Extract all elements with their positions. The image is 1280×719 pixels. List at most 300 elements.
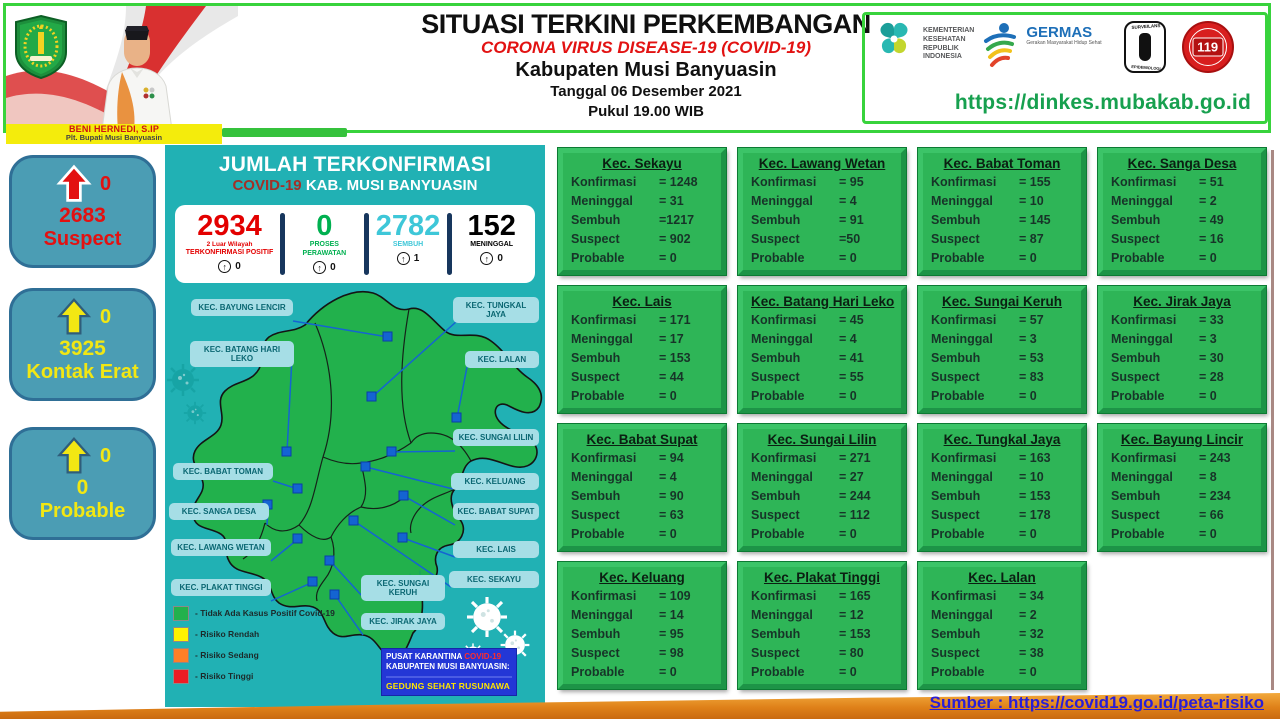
stat-label: Meninggal [1111, 470, 1173, 484]
district-stat-row [1111, 468, 1253, 487]
header-titles [346, 10, 946, 122]
map-label: KEC. KELUANG [451, 473, 539, 490]
district-stat-row [751, 192, 893, 211]
map-label: KEC. SUNGAI KERUH [361, 575, 445, 601]
district-card [738, 562, 906, 689]
virus-icon [406, 571, 435, 600]
district-stat-row [931, 192, 1073, 211]
map-label: KEC. BAYUNG LENCIR [191, 299, 293, 316]
district-stat-row [1111, 192, 1253, 211]
stat-value: = 0 [1019, 527, 1037, 541]
map-label: KEC. PLAKAT TINGGI [171, 579, 271, 596]
stat-label: Suspect [751, 646, 800, 660]
district-stat-row [571, 625, 713, 644]
map-label: KEC. BABAT SUPAT [453, 503, 539, 520]
stat-label: Probable [751, 251, 805, 265]
district-stat-row [751, 368, 893, 387]
stat-label: Sembuh [1111, 489, 1161, 503]
official-name-ribbon [6, 124, 222, 144]
district-stat-row [571, 192, 713, 211]
stat-label: Meninggal [1111, 332, 1173, 346]
source-link[interactable]: Sumber : https://covid19.go.id/peta-risiko [929, 693, 1264, 712]
district-stat-row [751, 625, 893, 644]
stat-value: = 0 [1019, 665, 1037, 679]
district-card-title: Kec. Babat Supat [586, 432, 698, 447]
stat-value: =50 [839, 232, 861, 246]
district-stat-row [931, 349, 1073, 368]
stat-label: Suspect [751, 232, 800, 246]
district-stat-row [751, 249, 893, 268]
district-card-rows [751, 449, 893, 544]
stat-label: Suspect [1111, 508, 1160, 522]
district-card-title: Kec. Sungai Keruh [941, 294, 1063, 309]
district-stat-row [571, 525, 713, 544]
district-stat-row [751, 606, 893, 625]
district-stat-row [931, 625, 1073, 644]
stat-label: Probable [571, 527, 625, 541]
stat-label: Suspect [571, 508, 620, 522]
stat-label: Probable [1111, 389, 1165, 403]
page-subtitle: CORONA VIRUS DISEASE-19 (COVID-19) [481, 38, 811, 58]
stat-label: Konfirmasi [571, 313, 637, 327]
stat-label: Suspect [931, 646, 980, 660]
kemenkes-icon [873, 21, 915, 67]
district-card [918, 286, 1086, 413]
circle-up-arrow-icon: ↑ [397, 252, 410, 265]
stat-value: = 41 [839, 351, 864, 365]
stat-label: Suspect [571, 646, 620, 660]
district-stat-row [751, 311, 893, 330]
report-date: Tanggal 06 Desember 2021 [550, 82, 742, 100]
stat-label: Konfirmasi [751, 175, 817, 189]
stat-value: = 57 [1019, 313, 1044, 327]
up-arrow-yellow-icon [54, 436, 94, 476]
stat-value: = 0 [839, 389, 857, 403]
stat-value: = 90 [659, 489, 684, 503]
district-card-title: Kec. Bayung Lincir [1120, 432, 1244, 447]
district-stat-row [1111, 249, 1253, 268]
map-label: KEC. LAWANG WETAN [171, 539, 271, 556]
stat-value: = 0 [659, 665, 677, 679]
right-edge-rule [1271, 150, 1274, 690]
map-label: KEC. SEKAYU [449, 571, 539, 588]
district-card [1098, 424, 1266, 551]
circle-up-arrow-icon: ↑ [480, 252, 493, 265]
stat-label: Probable [571, 389, 625, 403]
stat-value: = 87 [1019, 232, 1044, 246]
district-stat-row [1111, 349, 1253, 368]
district-card [1098, 286, 1266, 413]
district-stat-row [571, 387, 713, 406]
stat-value: = 0 [839, 527, 857, 541]
suspect-value: 2683 [59, 204, 106, 227]
stat-label: Probable [1111, 527, 1165, 541]
circle-up-arrow-icon: ↑ [313, 261, 326, 274]
quarantine-facility: GEDUNG SEHAT RUSUNAWA [386, 676, 512, 691]
stat-label: Konfirmasi [931, 313, 997, 327]
district-stat-row [751, 587, 893, 606]
quarantine-info-box: PUSAT KARANTINA COVID-19 KABUPATEN MUSI BANYUASIN: GEDUNG SEHAT RUSUNAWA [381, 648, 517, 696]
stat-value: = 0 [839, 251, 857, 265]
legend-swatch [173, 627, 189, 642]
stat-divider [447, 213, 452, 275]
stat-value: = 17 [659, 332, 684, 346]
stat-value: = 171 [659, 313, 691, 327]
virus-icon [167, 364, 199, 396]
district-stat-row [931, 368, 1073, 387]
district-card-rows [1111, 173, 1253, 268]
district-stat-row [571, 606, 713, 625]
district-card [738, 424, 906, 551]
map-label: KEC. BATANG HARI LEKO [190, 341, 294, 367]
stat-label: Suspect [751, 508, 800, 522]
stat-value: = 12 [839, 608, 864, 622]
stat-value: = 83 [1019, 370, 1044, 384]
stat-label: Meninggal [931, 194, 993, 208]
district-stat-row [571, 487, 713, 506]
virus-icon [467, 597, 507, 637]
stat-label: Suspect [1111, 232, 1160, 246]
district-card [558, 424, 726, 551]
stat-value: = 0 [659, 251, 677, 265]
legend-swatch [173, 606, 189, 621]
district-card [738, 148, 906, 275]
stat-value: = 178 [1019, 508, 1051, 522]
stat-label: Sembuh [751, 213, 801, 227]
district-card-title: Kec. Lawang Wetan [758, 156, 886, 171]
stat-value: = 45 [839, 313, 864, 327]
dinkes-website-link[interactable]: https://dinkes.mubakab.go.id [954, 91, 1251, 114]
logo-box [862, 12, 1268, 124]
stat-value: = 63 [659, 508, 684, 522]
kontak-erat-label: Kontak Erat [26, 361, 139, 384]
stat-value: = 51 [1199, 175, 1224, 189]
stat-terkonfirmasi: 2934 2 Luar Wilayah TERKONFIRMASI POSITIF ↑ 0 [185, 210, 274, 272]
stat-label: Probable [931, 665, 985, 679]
stat-value: = 2 [1199, 194, 1217, 208]
district-card [918, 562, 1086, 689]
stat-label: Suspect [1111, 370, 1160, 384]
district-card [1098, 148, 1266, 275]
map-landmass [193, 292, 542, 658]
stat-label: Suspect [751, 370, 800, 384]
district-card-rows [931, 311, 1073, 406]
stat-value: = 10 [1019, 194, 1044, 208]
district-stat-row [931, 506, 1073, 525]
district-card-rows [931, 449, 1073, 544]
header-banner [3, 3, 1271, 143]
stat-label: Konfirmasi [571, 589, 637, 603]
stat-value: = 153 [1019, 489, 1051, 503]
stat-value: = 0 [659, 389, 677, 403]
stat-label: Probable [571, 251, 625, 265]
stat-label: Konfirmasi [1111, 451, 1177, 465]
stat-value: = 4 [659, 470, 677, 484]
district-stat-row [931, 587, 1073, 606]
legend-item [173, 626, 335, 642]
district-card [918, 424, 1086, 551]
panel-title-covid: COVID-19 [232, 177, 302, 195]
confirmed-cases-panel [165, 145, 545, 707]
stat-label: Sembuh [751, 489, 801, 503]
district-card [558, 286, 726, 413]
district-stat-row [1111, 211, 1253, 230]
district-card-rows [571, 449, 713, 544]
district-card-rows [751, 587, 893, 682]
district-stat-row [751, 468, 893, 487]
legend-label: - Risiko Tinggi [195, 671, 254, 681]
panel-title-region: KAB. MUSI BANYUASIN [305, 177, 478, 195]
district-stat-row [931, 606, 1073, 625]
stat-value: = 94 [659, 451, 684, 465]
map-label: KEC. BABAT TOMAN [173, 463, 273, 480]
stat-label: Sembuh [931, 627, 981, 641]
district-card-rows [571, 587, 713, 682]
germas-icon [982, 21, 1018, 69]
official-photo [6, 6, 238, 130]
stat-label: Sembuh [1111, 213, 1161, 227]
district-stat-row [1111, 173, 1253, 192]
district-stat-row [931, 487, 1073, 506]
district-card-rows [931, 587, 1073, 682]
stat-value: = 243 [1199, 451, 1231, 465]
legend-label: - Tidak Ada Kasus Positif Covid-19 [195, 608, 335, 618]
stat-label: Meninggal [751, 470, 813, 484]
stat-label: Meninggal [571, 194, 633, 208]
stat-value: = 163 [1019, 451, 1051, 465]
legend-item [173, 605, 335, 621]
stat-value: = 10 [1019, 470, 1044, 484]
stat-value: = 145 [1019, 213, 1051, 227]
district-stat-row [751, 230, 893, 249]
stat-label: Probable [751, 665, 805, 679]
stat-value: = 234 [1199, 489, 1231, 503]
official-name: BENI HERNEDI, S.IP [68, 124, 160, 134]
stat-value: = 4 [839, 332, 857, 346]
stat-divider [364, 213, 369, 275]
suspect-label: Suspect [43, 228, 122, 251]
stat-label: Meninggal [571, 608, 633, 622]
stat-label: Probable [571, 665, 625, 679]
district-stat-row [571, 506, 713, 525]
stat-label: Meninggal [931, 332, 993, 346]
logo-row [873, 21, 1261, 79]
stat-label: Meninggal [571, 470, 633, 484]
district-card-rows [1111, 311, 1253, 406]
district-card-rows [571, 311, 713, 406]
stat-value: = 0 [1199, 389, 1217, 403]
district-stat-row [1111, 330, 1253, 349]
stat-label: Meninggal [571, 332, 633, 346]
stat-perawatan: 0 PROSES PERAWATAN ↑ 0 [302, 210, 347, 273]
district-stat-row [1111, 387, 1253, 406]
stat-value: = 155 [1019, 175, 1051, 189]
map-label: KEC. SANGA DESA [169, 503, 269, 520]
district-stat-row [751, 663, 893, 682]
stat-label: Probable [751, 527, 805, 541]
stat-label: Konfirmasi [751, 451, 817, 465]
district-stat-row [571, 349, 713, 368]
germas-text: GERMAS Gerakan Masyarakat Hidup Sehat [1026, 24, 1102, 46]
district-stat-row [751, 449, 893, 468]
stat-label: Sembuh [571, 627, 621, 641]
stat-value: = 165 [839, 589, 871, 603]
stat-label: Meninggal [931, 608, 993, 622]
map-label: KEC. JIRAK JAYA [361, 613, 445, 630]
stat-value: = 153 [839, 627, 871, 641]
stat-label: Meninggal [751, 194, 813, 208]
district-stat-row [751, 330, 893, 349]
stat-label: Konfirmasi [751, 589, 817, 603]
stat-value: = 91 [839, 213, 864, 227]
stat-value: =1217 [659, 213, 695, 227]
stat-label: Konfirmasi [931, 589, 997, 603]
stat-label: Konfirmasi [571, 175, 637, 189]
page-title: SITUASI TERKINI PERKEMBANGAN [421, 9, 871, 39]
stat-label: Konfirmasi [931, 451, 997, 465]
summary-stats-card [175, 205, 535, 283]
stat-value: = 30 [1199, 351, 1224, 365]
stat-value: = 44 [659, 370, 684, 384]
district-card [558, 562, 726, 689]
legend-label: - Risiko Sedang [195, 650, 259, 660]
district-stat-row [751, 211, 893, 230]
stat-label: Konfirmasi [751, 313, 817, 327]
stat-value: = 80 [839, 646, 864, 660]
kontak-erat-delta: 0 [99, 305, 112, 328]
region-name: Kabupaten Musi Banyuasin [515, 58, 777, 81]
report-time: Pukul 19.00 WIB [588, 103, 704, 121]
district-stat-row [1111, 449, 1253, 468]
district-stat-row [931, 330, 1073, 349]
stat-label: Sembuh [931, 213, 981, 227]
stat-label: Sembuh [751, 351, 801, 365]
stat-value: = 244 [839, 489, 871, 503]
district-card-title: Kec. Batang Hari Leko [751, 294, 895, 309]
district-stat-row [571, 468, 713, 487]
regency-crest [16, 16, 66, 78]
circle-up-arrow-icon: ↑ [218, 260, 231, 273]
district-card [738, 286, 906, 413]
district-stat-row [1111, 230, 1253, 249]
stat-label: Suspect [931, 232, 980, 246]
stat-label: Suspect [931, 370, 980, 384]
district-stat-row [931, 663, 1073, 682]
district-card-title: Kec. Sungai Lilin [767, 432, 877, 447]
stat-value: = 27 [839, 470, 864, 484]
district-card-title: Kec. Sekayu [602, 156, 682, 171]
kontak-erat-value: 3925 [59, 337, 106, 360]
district-stat-row [931, 211, 1073, 230]
district-stat-row [571, 587, 713, 606]
probable-value: 0 [76, 476, 89, 499]
stat-value: = 34 [1019, 589, 1044, 603]
panel-title-line1: JUMLAH TERKONFIRMASI [218, 153, 492, 176]
official-title: Plt. Bupati Musi Banyuasin [65, 133, 163, 143]
stat-value: = 112 [839, 508, 870, 522]
district-stat-row [931, 230, 1073, 249]
up-arrow-yellow-icon [54, 297, 94, 337]
district-stat-row [571, 330, 713, 349]
stat-value: = 16 [1199, 232, 1224, 246]
stat-value: = 0 [839, 665, 857, 679]
district-stat-row [1111, 368, 1253, 387]
district-card-rows [751, 173, 893, 268]
stat-value: = 98 [659, 646, 684, 660]
stat-divider [280, 213, 285, 275]
stat-label: Sembuh [571, 351, 621, 365]
district-stat-row [1111, 487, 1253, 506]
stat-value: = 3 [1019, 332, 1037, 346]
emergency-119-badge: 119 [1182, 21, 1234, 73]
district-card-title: Kec. Babat Toman [943, 156, 1061, 171]
stat-label: Konfirmasi [1111, 313, 1177, 327]
stat-label: Suspect [571, 370, 620, 384]
stat-value: = 33 [1199, 313, 1224, 327]
district-stat-row [571, 644, 713, 663]
district-stat-row [751, 525, 893, 544]
stat-label: Sembuh [751, 627, 801, 641]
district-stat-row [571, 663, 713, 682]
stat-value: = 95 [839, 175, 864, 189]
district-stat-row [931, 173, 1073, 192]
stat-value: = 53 [1019, 351, 1044, 365]
stat-label: Sembuh [931, 489, 981, 503]
stat-value: = 38 [1019, 646, 1044, 660]
stat-label: Suspect [571, 232, 620, 246]
stat-value: = 153 [659, 351, 691, 365]
stat-value: = 0 [1199, 527, 1217, 541]
stat-sembuh: 2782 SEMBUH ↑ 1 [375, 210, 441, 264]
legend-label: - Risiko Rendah [195, 629, 260, 639]
stat-value: = 3 [1199, 332, 1217, 346]
district-stat-row [1111, 525, 1253, 544]
stat-label: Sembuh [931, 351, 981, 365]
district-stat-row [571, 230, 713, 249]
virus-icon [184, 402, 206, 424]
stat-label: Sembuh [571, 213, 621, 227]
stat-label: Meninggal [751, 608, 813, 622]
kontak-erat-summary-card [9, 288, 156, 401]
stat-label: Probable [1111, 251, 1165, 265]
district-card [558, 148, 726, 275]
stat-value: = 271 [839, 451, 871, 465]
stat-value: = 49 [1199, 213, 1224, 227]
stat-value: = 14 [659, 608, 684, 622]
green-accent-bar [222, 128, 347, 137]
stat-label: Meninggal [931, 470, 993, 484]
stat-value: = 8 [1199, 470, 1217, 484]
stat-value: = 0 [1019, 389, 1037, 403]
probable-summary-card [9, 427, 156, 540]
panel-title [165, 153, 545, 195]
district-stat-row [571, 211, 713, 230]
district-grid [558, 148, 1272, 689]
stat-label: Konfirmasi [1111, 175, 1177, 189]
stat-value: = 0 [1199, 251, 1217, 265]
district-stat-row [571, 173, 713, 192]
stat-value: = 109 [659, 589, 691, 603]
stat-label: Meninggal [1111, 194, 1173, 208]
stat-value: = 31 [659, 194, 684, 208]
up-arrow-red-icon [54, 164, 94, 204]
district-stat-row [931, 311, 1073, 330]
suspect-delta: 0 [99, 172, 112, 195]
stat-value: = 2 [1019, 608, 1037, 622]
district-stat-row [571, 368, 713, 387]
district-stat-row [751, 487, 893, 506]
legend-swatch [173, 648, 189, 663]
